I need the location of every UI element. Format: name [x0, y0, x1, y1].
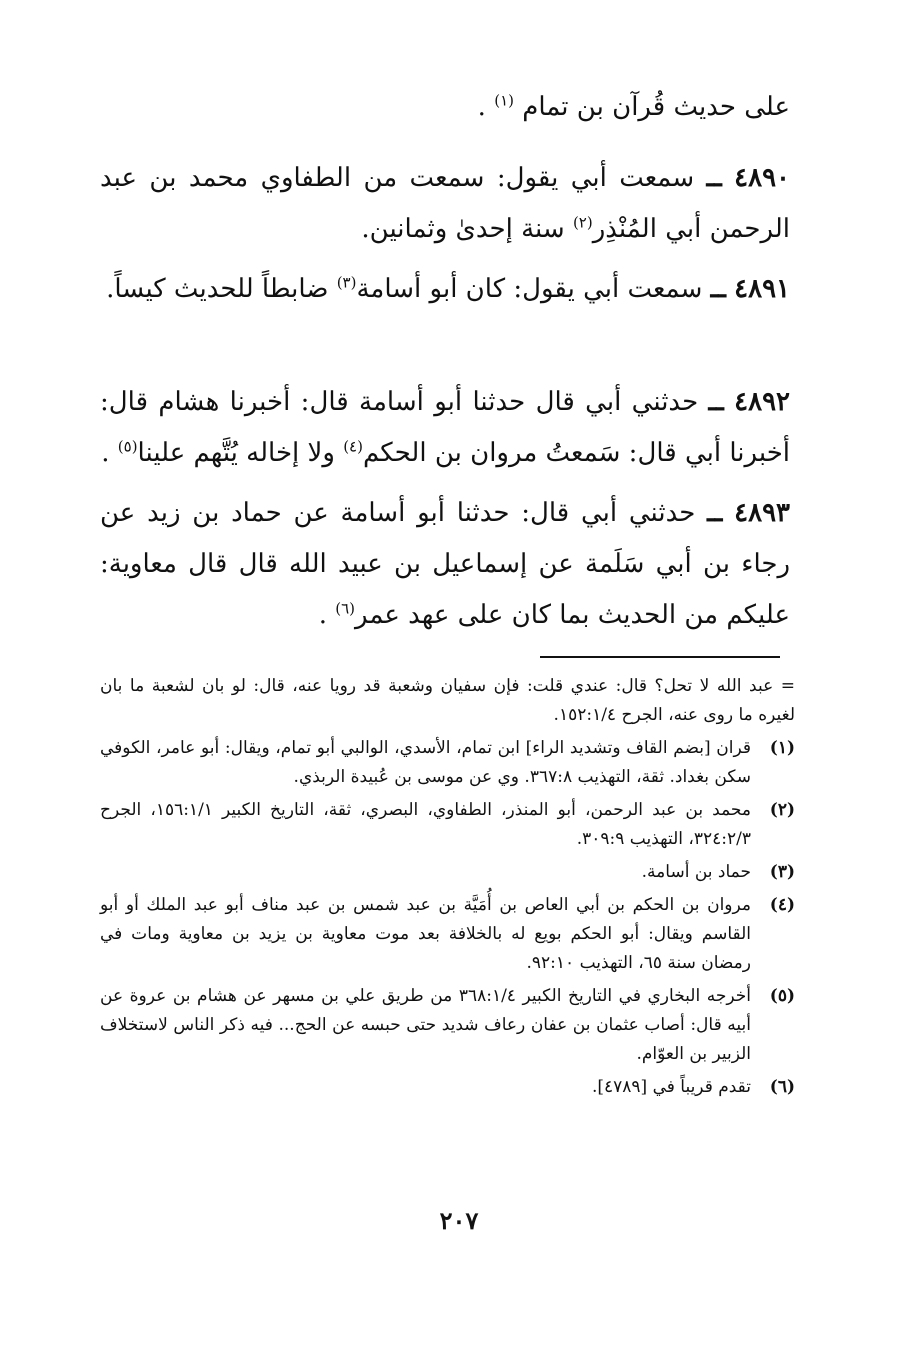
entry-text: سمعت أبي يقول: سمعت من الطفاوي محمد بن عبد الرحمن أبي المُنْذِر: [100, 163, 790, 244]
entry-4890: [100, 153, 790, 255]
entry-number: ٤٨٩١: [734, 274, 790, 304]
entry-dash: ــ: [707, 498, 723, 528]
entry-4891: [100, 264, 790, 315]
entry-4893: [100, 488, 790, 641]
footnote-ref: (١): [494, 91, 514, 110]
paragraph-end: .: [477, 92, 486, 122]
footnote-ref: (٣): [336, 273, 357, 292]
footnote-ref: (٦): [335, 599, 356, 618]
footnote-mark: (٤): [769, 895, 795, 915]
footnote-mark: (٦): [769, 1077, 795, 1097]
footnote-ref: (٥): [117, 437, 138, 456]
footnote-ref: (٢): [572, 213, 593, 232]
footnote-mark: (١): [769, 738, 795, 758]
entry-number: ٤٨٩٣: [734, 498, 791, 528]
page-number: ٢٠٧: [439, 1206, 479, 1235]
footnote-text: حماد بن أسامة.: [641, 862, 751, 882]
footnote-4: [100, 891, 795, 978]
footnote-1: [100, 734, 795, 792]
footnote-text: تقدم قريباً في [٤٧٨٩].: [591, 1077, 751, 1097]
footnote-2: [100, 796, 795, 854]
entry-dash: ــ: [706, 163, 722, 193]
footnote-5: [100, 982, 795, 1069]
footnote-text: محمد بن عبد الرحمن، أبو المنذر، الطفاوي، البصري، ثقة، التاريخ الكبير ١٥٦:١/١، الجرح ٣٢٤:٢/٣، التهذيب ٣٠٩:٩.: [100, 800, 751, 849]
footnote-6: [100, 1073, 795, 1102]
footnote-continuation: [100, 672, 795, 730]
entry-text: سمعت أبي يقول: كان أبو أسامة: [356, 274, 703, 304]
entry-text: حدثني أبي قال: حدثنا أبو أسامة عن حماد بن زيد عن رجاء بن أبي سَلَمة عن إسماعيل بن عبيد الله قال قال معاوية: عليكم من الحديث بما كان على عهد عمر: [100, 498, 790, 630]
footnote-text: مروان بن الحكم بن أبي العاص بن أُمَيَّة بن عبد شمس بن عبد مناف أبو عبد الملك أو أبو القاسم ويقال: أبو الحكم بويع له بالخلافة بعد موت معاوية بن يزيد بن معاوية ومات في رمضان سنة ٦٥، التهذيب ٩٢:١٠.: [100, 895, 751, 973]
footnotes: [100, 672, 795, 1106]
paragraph-text: على حديث قُرآن بن تمام: [522, 92, 790, 122]
entry-text: سنة إحدىٰ وثمانين.: [361, 214, 565, 244]
footnote-mark: (٥): [769, 986, 795, 1006]
footnote-separator: [540, 656, 780, 658]
footnote-text: أخرجه البخاري في التاريخ الكبير ٣٦٨:١/٤ من طريق علي بن مسهر عن هشام بن عروة عن أبيه قال: أصاب عثمان بن عفان رعاف شديد حتى حبسه عن الحج... فيه ذكر الناس لاستخلاف الزبير بن العوّام.: [100, 986, 751, 1064]
entry-text: ضابطاً للحديث كيساً.: [106, 274, 329, 304]
paragraph-continuation: [100, 82, 790, 133]
paragraph-end: .: [318, 600, 327, 630]
entry-number: ٤٨٩٠: [734, 163, 791, 193]
entry-text: حدثني أبي قال حدثنا أبو أسامة قال: أخبرنا هشام قال: أخبرنا أبي قال: سَمعتُ مروان بن الحكم: [100, 387, 790, 468]
entry-text: ولا إخاله يُتَّهم علينا: [137, 438, 335, 468]
footnote-mark: (٣): [769, 862, 795, 882]
footnote-ref: (٤): [343, 437, 363, 456]
entry-number: ٤٨٩٢: [734, 387, 791, 417]
entry-dash: ــ: [708, 387, 724, 417]
footnote-text: قران [بضم القاف وتشديد الراء] ابن تمام، الأسدي، الوالبي أبو تمام، ويقال: أبو عامر، الكوفي سكن بغداد. ثقة، التهذيب ٣٦٧:٨. وي عن موسى بن عُبيدة الربذي.: [100, 738, 751, 787]
entry-4892: [100, 377, 790, 479]
footnote-mark: (٢): [769, 800, 795, 820]
footnote-text: = عبد الله لا تحل؟ قال: عندي قلت: فإن سفيان وشعبة قد رويا عنه، قال: لو بان لشعبة ما بان لغيره ما روى عنه، الجرح ١٥٢:١/٤.: [100, 676, 795, 725]
entry-dash: ــ: [710, 274, 726, 304]
paragraph-end: .: [101, 438, 110, 468]
footnote-3: [100, 858, 795, 887]
